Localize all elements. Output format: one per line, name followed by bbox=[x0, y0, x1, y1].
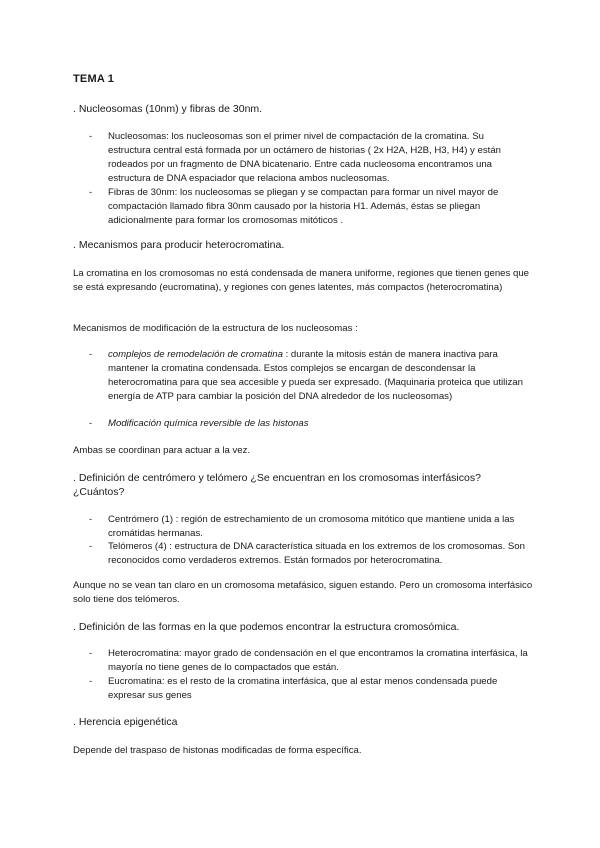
doc-title: TEMA 1 bbox=[73, 73, 115, 85]
paragraph: Aunque no se vean tan claro en un cromosoma metafásico, siguen estando. Pero un cromosoma interfásico solo tiene dos telómeros. bbox=[73, 580, 533, 605]
section-3-heading: . Definición de centrómero y telómero ¿Se encuentran en los cromosomas interfásicos?¿Cuántos? bbox=[73, 472, 481, 498]
list-item: Centrómero (1) : región de estrechamiento de un cromosoma mitótico que mantiene unida a las cromátidas hermanas. bbox=[108, 514, 515, 539]
paragraph: Ambas se coordinan para actuar a la vez. bbox=[73, 445, 251, 456]
list-item: Eucromatina: es el resto de la cromatina interfásica, que al estar menos condensada puede expresar sus genes bbox=[108, 676, 498, 701]
bullet-dash: - bbox=[89, 514, 93, 525]
section-5-heading: . Herencia epigenética bbox=[73, 716, 178, 728]
list-item bbox=[108, 348, 528, 404]
list-item: Fibras de 30nm: los nucleosomas se pliegan y se compactan para formar un nivel mayor de compactación llamado fibra 30nm causado por la historia H1. Además, éstas se pliegan adicionalmente para formar los cromosomas mitóticos . bbox=[108, 187, 499, 226]
bullet-dash: - bbox=[89, 418, 93, 429]
paragraph: Depende del traspaso de histonas modificadas de forma específica. bbox=[73, 745, 362, 756]
paragraph: La cromatina en los cromosomas no está condensada de manera uniforme, regiones que tienen genes que se está expresando (eucromatina), y regiones con genes latentes, más compactos (heterocromatina) bbox=[73, 268, 529, 293]
bullet-dash: - bbox=[89, 676, 93, 687]
section-1-heading: . Nucleosomas (10nm) y fibras de 30nm. bbox=[73, 103, 263, 115]
list-item: Telómeros (4) : estructura de DNA característica situada en los extremos de los cromosomas. Son reconocidos como verdaderos extremos. Están formados por heterocromatina. bbox=[108, 541, 525, 566]
bullet-dash: - bbox=[89, 187, 93, 198]
item-text: : durante la mitosis están de manera inactiva para mantener la cromatina condensada. Estos complejos se encargan de descondensar la heterocromatina para que sea accesible y pueda ser expresado. (Maquinaria proteica que utilizan energía de ATP para cambiar la posición del DNA alrededor de los nucleosomas) bbox=[108, 349, 523, 402]
bullet-dash: - bbox=[89, 349, 93, 360]
bullet-dash: - bbox=[89, 131, 93, 142]
bullet-dash: - bbox=[89, 541, 93, 552]
italic-term: complejos de remodelación de cromatina bbox=[108, 349, 283, 360]
list-item: Nucleosomas: los nucleosomas son el primer nivel de compactación de la cromatina. Su estructura central está formada por un octámero de historias ( 2x H2A, H2B, H3, H4) y están rodeados por un fragmento de DNA bicatenario. Entre cada nucleosoma encontramos una estructura de DNA espaciador que relaciona ambos nucleosomas. bbox=[108, 131, 501, 184]
list-item: Modificación química reversible de las histonas bbox=[108, 418, 309, 429]
paragraph: Mecanismos de modificación de la estructura de los nucleosomas : bbox=[73, 323, 358, 334]
section-4-heading: . Definición de las formas en la que podemos encontrar la estructura cromosómica. bbox=[73, 621, 460, 633]
bullet-dash: - bbox=[89, 648, 93, 659]
list-item: Heterocromatina: mayor grado de condensación en el que encontramos la cromatina interfásica, la mayoría no tiene genes de lo compactados que están. bbox=[108, 648, 528, 673]
section-2-heading: . Mecanismos para producir heterocromatina. bbox=[73, 239, 285, 251]
